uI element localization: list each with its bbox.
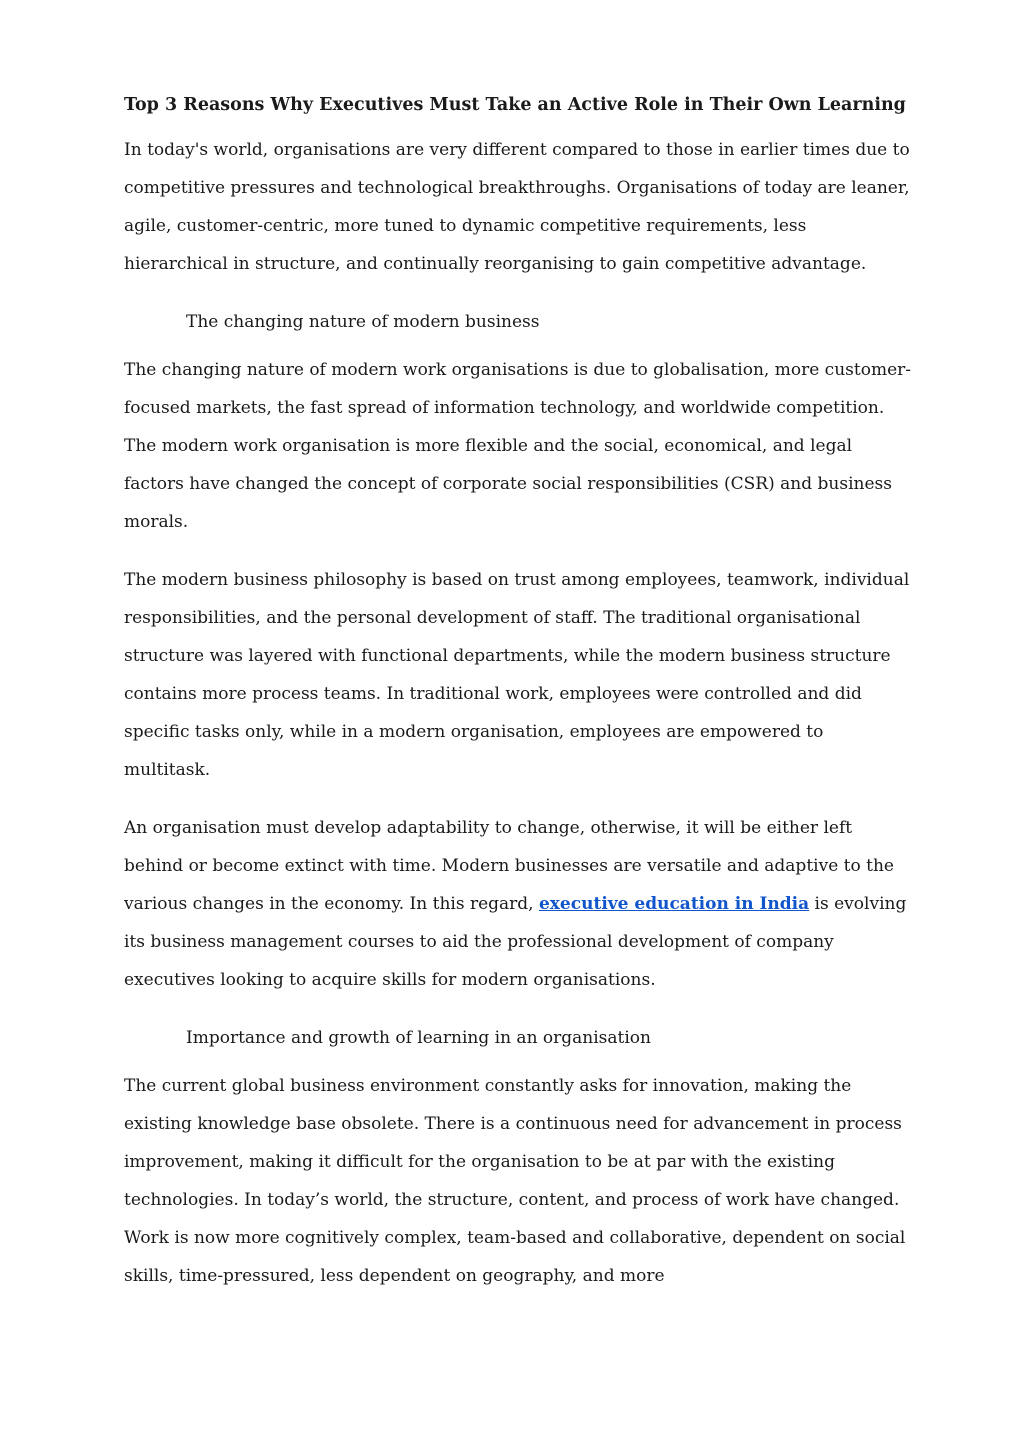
intro-paragraph: In today's world, organisations are very different compared to those in earlier times due to competitive pressures and technological breakthroughs. Organisations of today are leaner, agile, customer-centric, more tuned to dynamic competitive requirements, less hierarchical in structure, and continually reorganising to gain competitive advantage. (124, 140, 910, 274)
document-body (124, 90, 914, 1315)
section-heading-changing-nature: The changing nature of modern business (186, 312, 540, 332)
paragraph-changing-nature: The changing nature of modern work organisations is due to globalisation, more customer-focused markets, the fast spread of information technology, and worldwide competition. The modern work organisation is more flexible and the social, economical, and legal factors have changed the concept of corporate social responsibilities (CSR) and business morals. (124, 360, 911, 532)
executive-education-link[interactable]: executive education in India (538, 894, 810, 914)
document-title: Top 3 Reasons Why Executives Must Take an Active Role in Their Own Learning (124, 95, 906, 115)
paragraph-global-environment: The current global business environment constantly asks for innovation, making the existing knowledge base obsolete. There is a continuous need for advancement in process improvement, making it difficult for the organisation to be at par with the existing technologies. In today’s world, the structure, content, and process of work have changed. Work is now more cognitively complex, team-based and collaborative, dependent on social skills, time-pressured, less dependent on geography, and more (124, 1076, 906, 1286)
paragraph-adaptability (124, 809, 914, 999)
paragraph-adaptability-text-before: An organisation must develop adaptability to change, otherwise, it will be either left behind or become extinct with time. Modern businesses are versatile and adaptive to the various changes in the economy. In this regard, (124, 818, 894, 914)
section-heading-importance-learning: Importance and growth of learning in an organisation (186, 1028, 651, 1048)
paragraph-business-philosophy: The modern business philosophy is based on trust among employees, teamwork, individual responsibilities, and the personal development of staff. The traditional organisational structure was layered with functional departments, while the modern business structure contains more process teams. In traditional work, employees were controlled and did specific tasks only, while in a modern organisation, employees are empowered to multitask. (124, 570, 910, 780)
paragraph-adaptability-text-after: is evolving its business management courses to aid the professional development of company executives looking to acquire skills for modern organisations. (124, 894, 907, 990)
